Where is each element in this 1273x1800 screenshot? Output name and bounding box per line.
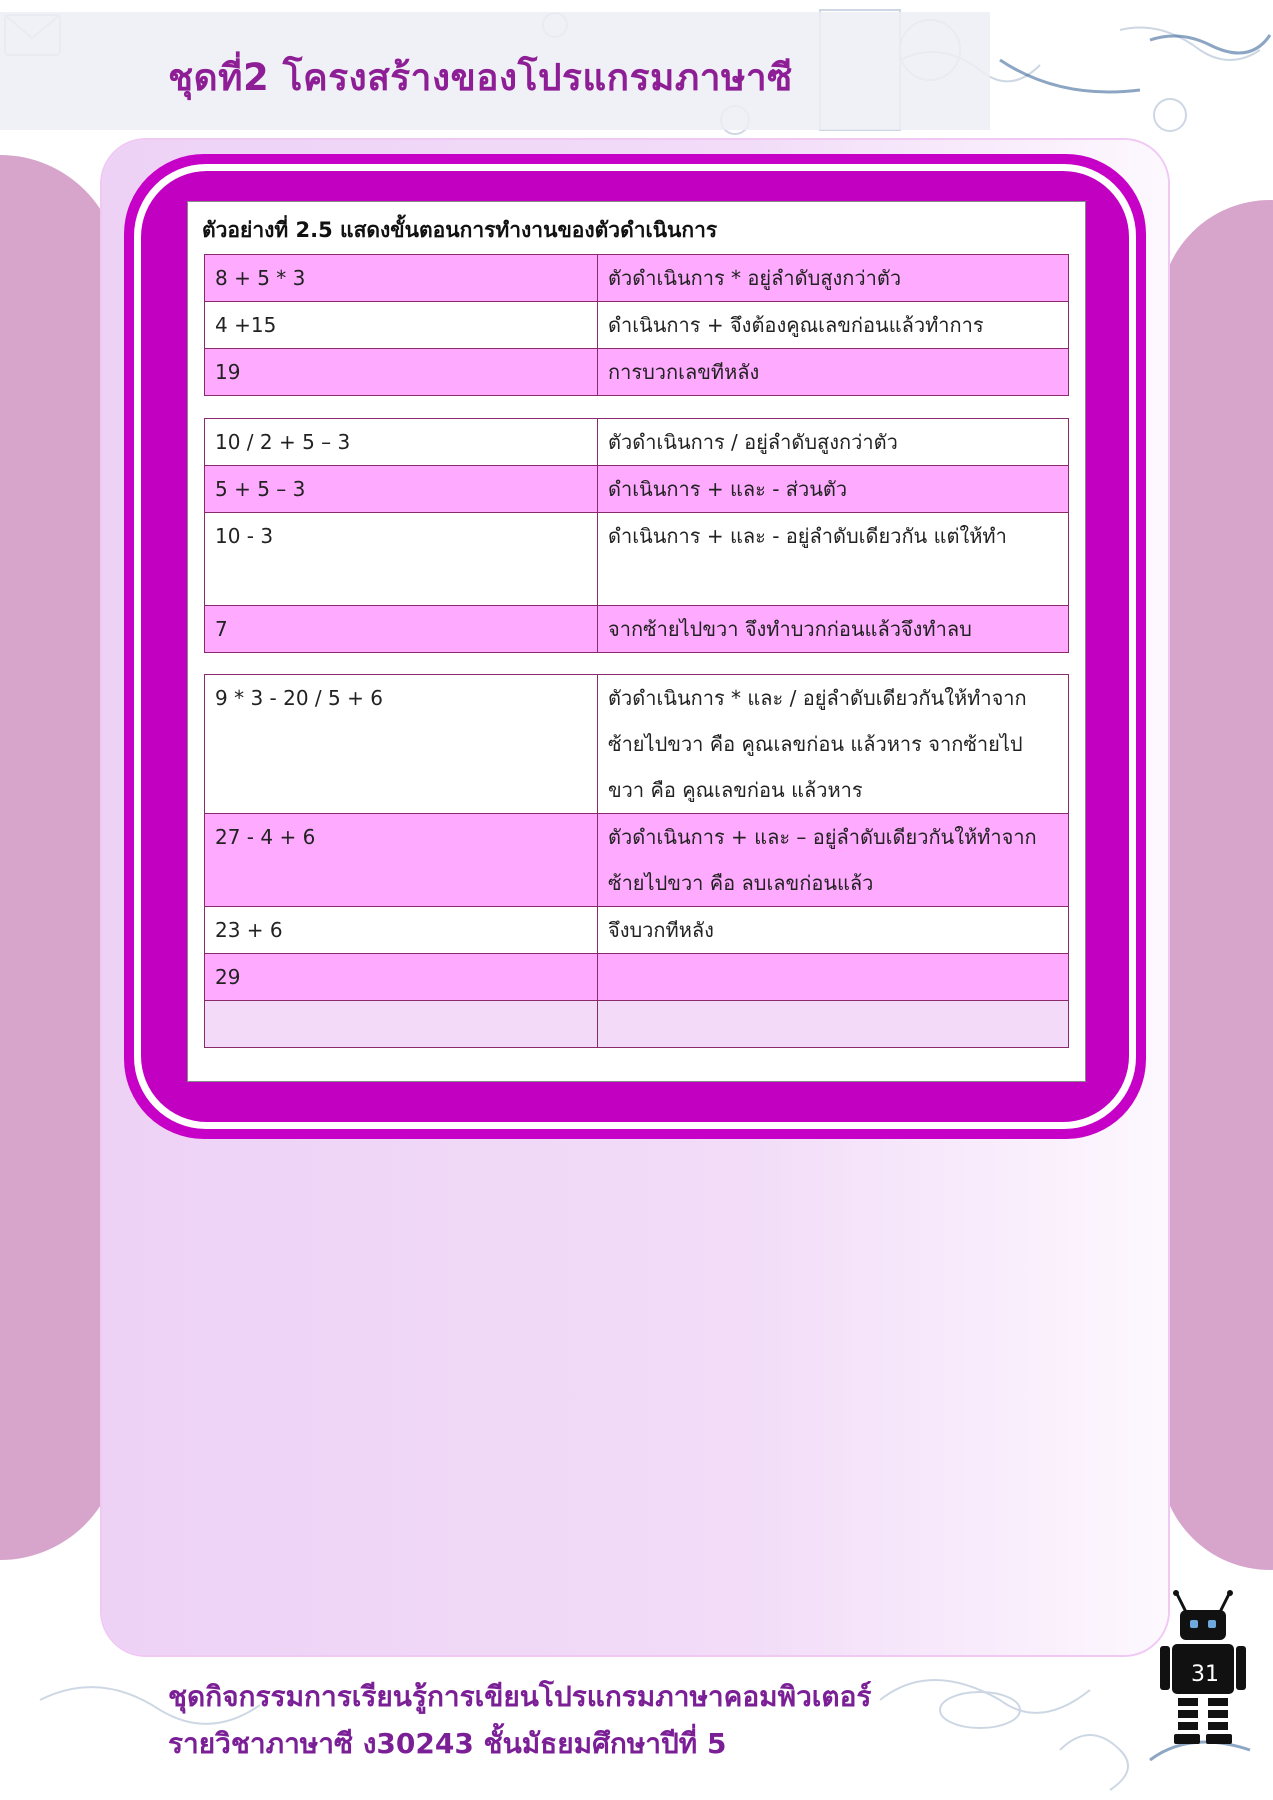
expression-cell: 7 [205,606,598,653]
expression-cell: 27 - 4 + 6 [205,814,598,907]
description-cell: จึงบวกทีหลัง [598,907,1069,954]
expression-cell: 29 [205,954,598,1001]
table-row [205,466,1069,513]
description-cell: จากซ้ายไปขวา จึงทำบวกก่อนแล้วจึงทำลบ [598,606,1069,653]
table-row [205,419,1069,466]
gear-icon [1154,99,1186,131]
table-row [205,907,1069,954]
table-row [205,814,1069,907]
description-cell: ดำเนินการ + และ - อยู่ลำดับเดียวกัน แต่ให้ทำ [598,513,1069,606]
footer-course-title: ชุดกิจกรรมการเรียนรู้การเขียนโปรแกรมภาษาคอมพิวเตอร์ [168,1680,872,1713]
description-cell: ดำเนินการ + และ - ส่วนตัว [598,466,1069,513]
description-cell: ตัวดำเนินการ * อยู่ลำดับสูงกว่าตัว [598,255,1069,302]
expression-cell [205,1001,598,1048]
steps-table-group-1 [204,254,1069,396]
description-cell: ตัวดำเนินการ + และ – อยู่ลำดับเดียวกันให้ทำจากซ้ายไปขวา คือ ลบเลขก่อนแล้ว [598,814,1069,907]
table-row [205,954,1069,1001]
page-title: ชุดที่2 โครงสร้างของโปรแกรมภาษาซี [168,56,793,99]
table-row [205,349,1069,396]
table-row [205,675,1069,814]
expression-cell: 5 + 5 – 3 [205,466,598,513]
description-cell [598,954,1069,1001]
table-row [205,1001,1069,1048]
description-cell: ตัวดำเนินการ / อยู่ลำดับสูงกว่าตัว [598,419,1069,466]
footer-subject-line: รายวิชาภาษาซี ง30243 ชั้นมัธยมศึกษาปีที่ 5 [168,1727,727,1760]
table-row [205,606,1069,653]
expression-cell: 23 + 6 [205,907,598,954]
expression-cell: 10 / 2 + 5 – 3 [205,419,598,466]
expression-cell: 19 [205,349,598,396]
description-cell: ดำเนินการ + จึงต้องคูณเลขก่อนแล้วทำการ [598,302,1069,349]
steps-table-group-2 [204,418,1069,653]
example-caption: ตัวอย่างที่ 2.5 แสดงขั้นตอนการทำงานของตัวดำเนินการ [202,218,718,242]
expression-cell: 9 * 3 - 20 / 5 + 6 [205,675,598,814]
page-number: 31 [1191,1662,1219,1687]
table-row [205,302,1069,349]
table-row [205,513,1069,606]
description-cell: การบวกเลขทีหลัง [598,349,1069,396]
description-cell: ตัวดำเนินการ * และ / อยู่ลำดับเดียวกันให้ทำจากซ้ายไปขวา คือ คูณเลขก่อน แล้วหาร จากซ้ายไปขวา คือ คูณเลขก่อน แล้วหาร [598,675,1069,814]
right-side-decor [1160,200,1273,1570]
expression-cell: 10 - 3 [205,513,598,606]
expression-cell: 4 +15 [205,302,598,349]
expression-cell: 8 + 5 * 3 [205,255,598,302]
description-cell [598,1001,1069,1048]
table-row [205,255,1069,302]
steps-table-group-3 [204,674,1069,1048]
